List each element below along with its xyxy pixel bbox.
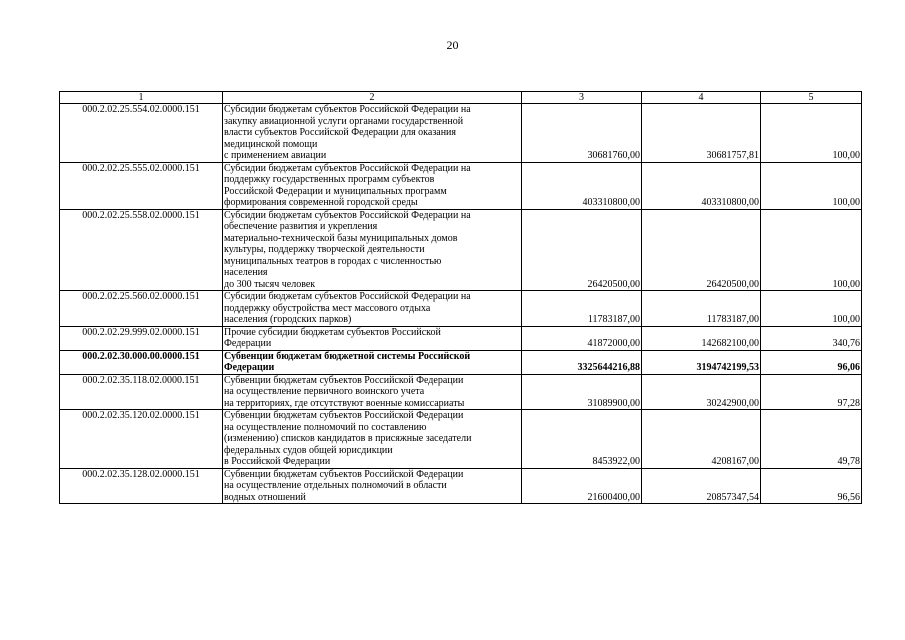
item-name-line: Субсидии бюджетам субъектов Российской Федерации на xyxy=(224,162,471,174)
table-row xyxy=(60,209,862,291)
table-row xyxy=(60,162,862,209)
page-number: 20 xyxy=(446,38,459,52)
budget-code-cell: 000.2.02.35.120.02.0000.151 xyxy=(60,410,223,469)
col5-value-cell: 96,06 xyxy=(761,350,862,374)
item-name-line: закупку авиационной услуги органами государственной xyxy=(224,115,464,127)
col5-value-cell: 97,28 xyxy=(761,374,862,410)
item-name-line: на осуществление первичного воинского учета xyxy=(224,386,425,397)
col3-value-cell: 21600400,00 xyxy=(522,468,642,504)
col4-value-cell: 26420500,00 xyxy=(642,209,761,291)
col4-value-cell: 20857347,54 xyxy=(642,468,761,504)
item-name-cell xyxy=(223,326,522,350)
col4-value-cell: 30681757,81 xyxy=(642,104,761,163)
item-name-line: Федерации xyxy=(224,362,275,373)
column-header: 4 xyxy=(642,92,761,104)
item-name-line: Прочие субсидии бюджетам субъектов Российской xyxy=(224,326,441,338)
item-name-cell xyxy=(223,374,522,410)
col4-value-cell: 11783187,00 xyxy=(642,291,761,327)
item-name-line: медицинской помощи xyxy=(224,138,318,150)
item-name-line: власти субъектов Российской Федерации для оказания xyxy=(224,127,457,138)
item-name-cell xyxy=(223,209,522,291)
col4-value-cell: 30242900,00 xyxy=(642,374,761,410)
item-name-line: формирования современной городской среды xyxy=(224,197,418,208)
item-name-line: с применением авиации xyxy=(224,150,327,161)
table-row xyxy=(60,468,862,504)
item-name-line: населения xyxy=(224,267,268,278)
budget-table xyxy=(59,91,862,504)
item-name-line: Субвенции бюджетам субъектов Российской Федерации xyxy=(224,410,464,421)
column-header: 2 xyxy=(223,92,522,104)
column-header: 1 xyxy=(60,92,223,104)
item-name-line: обеспечение развития и укрепления xyxy=(224,221,378,232)
item-name-line: на осуществление полномочий по составлению xyxy=(224,421,427,433)
item-name-line: поддержку государственных программ субъектов xyxy=(224,174,435,185)
column-header: 5 xyxy=(761,92,862,104)
table-row xyxy=(60,291,862,327)
item-name-cell xyxy=(223,410,522,469)
column-header: 3 xyxy=(522,92,642,104)
table-row xyxy=(60,410,862,469)
item-name-line: Российской Федерации и муниципальных программ xyxy=(224,185,447,197)
budget-code-cell: 000.2.02.25.554.02.0000.151 xyxy=(60,104,223,163)
item-name-line: на осуществление отдельных полномочий в области xyxy=(224,480,447,491)
col5-value-cell: 96,56 xyxy=(761,468,862,504)
col3-value-cell: 403310800,00 xyxy=(522,162,642,209)
col4-value-cell: 142682100,00 xyxy=(642,326,761,350)
col5-value-cell: 100,00 xyxy=(761,104,862,163)
col3-value-cell: 11783187,00 xyxy=(522,291,642,327)
col5-value-cell: 340,76 xyxy=(761,326,862,350)
table-row xyxy=(60,104,862,163)
item-name-line: материально-технической базы муниципальных домов xyxy=(224,232,458,244)
budget-code-cell: 000.2.02.25.555.02.0000.151 xyxy=(60,162,223,209)
budget-code-cell: 000.2.02.25.558.02.0000.151 xyxy=(60,209,223,291)
table-row xyxy=(60,326,862,350)
budget-code-cell: 000.2.02.35.128.02.0000.151 xyxy=(60,468,223,504)
col4-value-cell: 3194742199,53 xyxy=(642,350,761,374)
item-name-line: Субвенции бюджетам субъектов Российской Федерации xyxy=(224,374,464,386)
item-name-line: культуры, поддержку творческой деятельности xyxy=(224,244,425,255)
item-name-line: в Российской Федерации xyxy=(224,456,331,467)
item-name-cell xyxy=(223,350,522,374)
table-row xyxy=(60,350,862,374)
col3-value-cell: 3325644216,88 xyxy=(522,350,642,374)
col3-value-cell: 31089900,00 xyxy=(522,374,642,410)
col4-value-cell: 4208167,00 xyxy=(642,410,761,469)
budget-code-cell: 000.2.02.30.000.00.0000.151 xyxy=(60,350,223,374)
table-row xyxy=(60,374,862,410)
item-name-line: на территориях, где отсутствуют военные комиссариаты xyxy=(224,397,465,409)
item-name-cell xyxy=(223,291,522,327)
col3-value-cell: 26420500,00 xyxy=(522,209,642,291)
table-header-row xyxy=(60,92,862,104)
item-name-line: (изменению) списков кандидатов в присяжные заседатели xyxy=(224,433,472,444)
col5-value-cell: 100,00 xyxy=(761,209,862,291)
item-name-line: федеральных судов общей юрисдикции xyxy=(224,444,393,456)
budget-code-cell: 000.2.02.35.118.02.0000.151 xyxy=(60,374,223,410)
item-name-line: Субвенции бюджетам субъектов Российской Федерации xyxy=(224,468,464,480)
item-name-cell xyxy=(223,162,522,209)
col3-value-cell: 30681760,00 xyxy=(522,104,642,163)
item-name-line: поддержку обустройства мест массового отдыха xyxy=(224,302,431,314)
budget-code-cell: 000.2.02.25.560.02.0000.151 xyxy=(60,291,223,327)
item-name-line: до 300 тысяч человек xyxy=(224,278,316,290)
item-name-line: Субсидии бюджетам субъектов Российской Федерации на xyxy=(224,104,471,115)
col5-value-cell: 100,00 xyxy=(761,291,862,327)
item-name-line: населения (городских парков) xyxy=(224,314,352,325)
item-name-line: Субвенции бюджетам бюджетной системы Российской xyxy=(224,350,471,362)
col5-value-cell: 100,00 xyxy=(761,162,862,209)
col3-value-cell: 8453922,00 xyxy=(522,410,642,469)
item-name-line: Субсидии бюджетам субъектов Российской Федерации на xyxy=(224,291,471,302)
item-name-cell xyxy=(223,104,522,163)
col3-value-cell: 41872000,00 xyxy=(522,326,642,350)
item-name-cell xyxy=(223,468,522,504)
col5-value-cell: 49,78 xyxy=(761,410,862,469)
item-name-line: Субсидии бюджетам субъектов Российской Федерации на xyxy=(224,209,471,221)
item-name-line: водных отношений xyxy=(224,491,306,503)
budget-code-cell: 000.2.02.29.999.02.0000.151 xyxy=(60,326,223,350)
item-name-line: муниципальных театров в городах с численностью xyxy=(224,255,442,267)
item-name-line: Федерации xyxy=(224,338,272,349)
col4-value-cell: 403310800,00 xyxy=(642,162,761,209)
